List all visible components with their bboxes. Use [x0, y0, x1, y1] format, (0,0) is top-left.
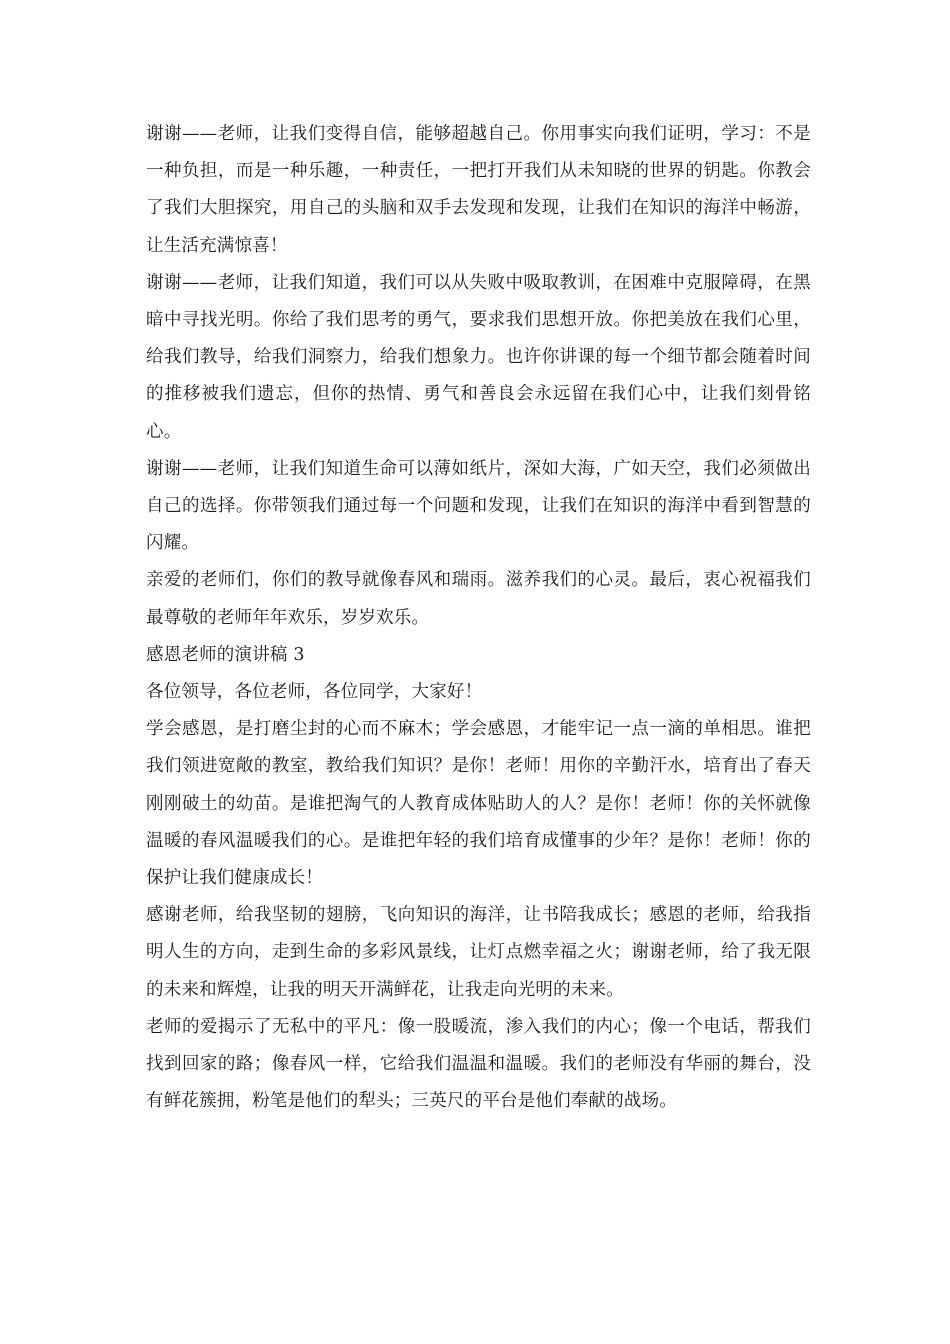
- section-title: 感恩老师的演讲稿 3: [146, 644, 305, 665]
- paragraph-learn-gratitude: 学会感恩，是打磨尘封的心而不麻木；学会感恩，才能牢记一点一滴的单相思。谁把我们领进宽敞的教室，教给我们知识？是你！老师！用你的辛勤汗水，培育出了春天刚刚破土的幼苗。是谁把淘气的人教育成体贴助人的人？是你！老师！你的关怀就像温暖的春风温暖我们的心。是谁把年轻的我们培育成懂事的少年？是你！老师！你的保护让我们健康成长！: [146, 719, 811, 889]
- paragraph-thanks-life: 谢谢——老师，让我们知道生命可以薄如纸片，深如大海，广如天空，我们必须做出自己的选择。你带领我们通过每一个问题和发现，让我们在知识的海洋中看到智慧的闪耀。: [146, 458, 811, 554]
- paragraph-thanks-failure: 谢谢——老师，让我们知道，我们可以从失败中吸取教训，在困难中克服障碍，在黑暗中寻找光明。你给了我们思考的勇气，要求我们思想开放。你把美放在我们心里，给我们教导，给我们洞察力，给我们想象力。也许你讲课的每一个细节都会随着时间的推移被我们遗忘，但你的热情、勇气和善良会永远留在我们心中，让我们刻骨铭心。: [146, 272, 811, 442]
- paragraph-greeting: 各位领导，各位老师，各位同学，大家好！: [146, 682, 483, 703]
- paragraph-dear-teachers: 亲爱的老师们，你们的教导就像春风和瑞雨。滋养我们的心灵。最后，衷心祝福我们最尊敬的老师年年欢乐，岁岁欢乐。: [146, 570, 811, 628]
- paragraph-thanks-confidence: 谢谢——老师，让我们变得自信，能够超越自己。你用事实向我们证明，学习：不是一种负担，而是一种乐趣，一种责任，一把打开我们从未知晓的世界的钥匙。你教会了我们大胆探究，用自己的头脑和双手去发现和发现，让我们在知识的海洋中畅游，让生活充满惊喜！: [146, 124, 811, 256]
- paragraph-thank-teacher-wings: 感谢老师，给我坚韧的翅膀，飞向知识的海洋，让书陪我成长；感恩的老师，给我指明人生的方向，走到生命的多彩风景线，让灯点燃幸福之火；谢谢老师，给了我无限的未来和辉煌，让我的明天开满鲜花，让我走向光明的未来。: [146, 905, 811, 1000]
- document-body: [146, 116, 811, 1120]
- paragraph-teacher-love: 老师的爱揭示了无私中的平凡：像一股暖流，渗入我们的内心；像一个电话，帮我们找到回家的路；像春风一样，它给我们温温和温暖。我们的老师没有华丽的舞台，没有鲜花簇拥，粉笔是他们的犁头；三英尺的平台是他们奉献的战场。: [146, 1016, 811, 1112]
